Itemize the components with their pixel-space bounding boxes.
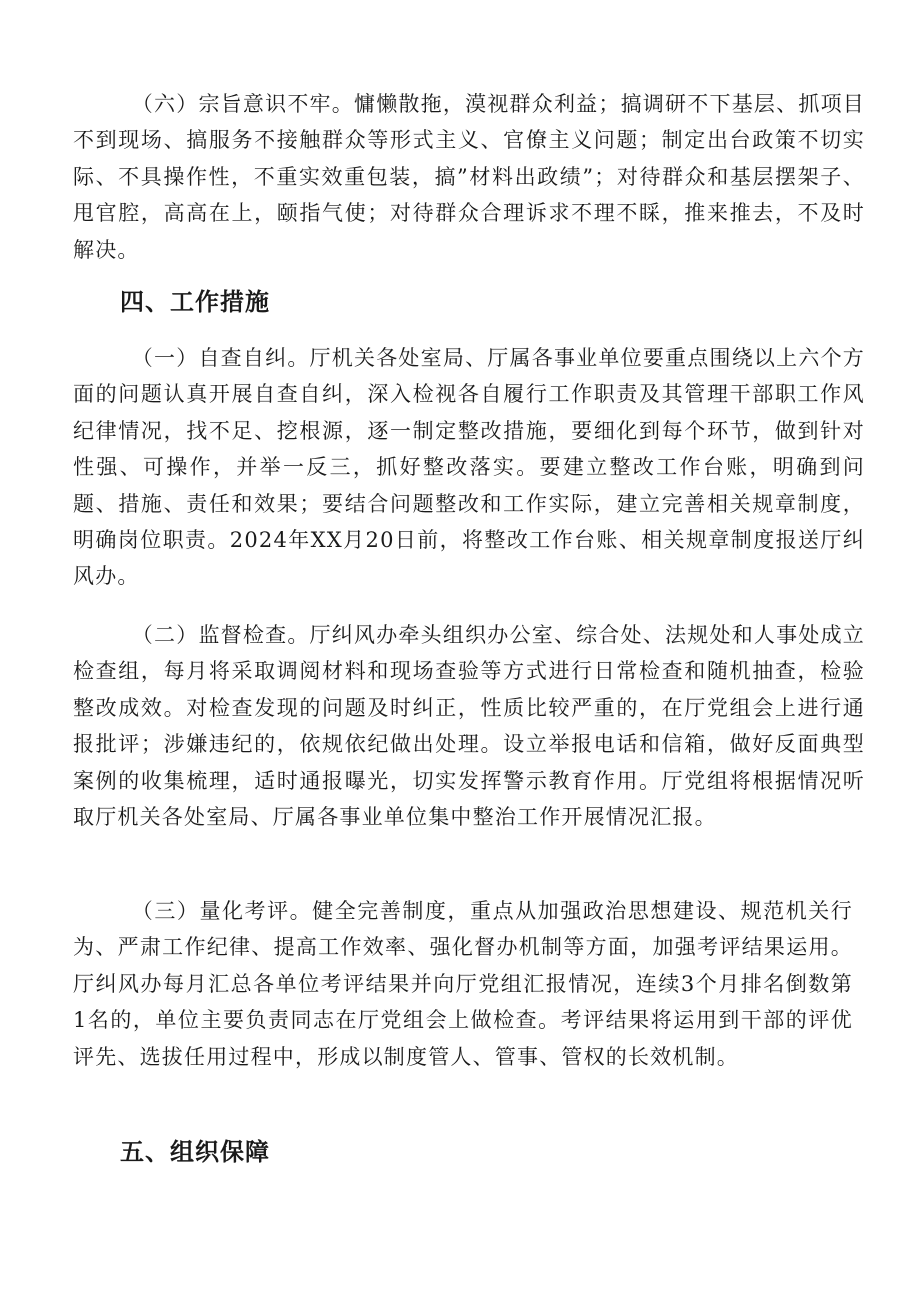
paragraph-item-6: （六）宗旨意识不牢。慵懒散拖，漠视群众利益；搞调研不下基层、抓项目不到现场、搞服务不接触群众等形式主义、官僚主义问题；制定出台政策不切实际、不具操作性，不重实效重包装，搞”材料出政绩”；对待群众和基层摆架子、甩官腔，高高在上，颐指气使；对待群众合理诉求不理不睬，推来推去，不及时解决。	[73, 92, 865, 262]
paragraph-measure-2: （二）监督检查。厅纠风办牵头组织办公室、综合处、法规处和人事处成立检查组，每月将采取调阅材料和现场查验等方式进行日常检查和随机抽查，检验整改成效。对检查发现的问题及时纠正，性质比较严重的，在厅党组会上进行通报批评；涉嫌违纪的，依规依纪做出处理。设立举报电话和信箱，做好反面典型案例的收集梳理，适时通报曝光，切实发挥警示教育作用。厅党组将根据情况听取厅机关各处室局、厅属各事业单位集中整治工作开展情况汇报。	[73, 623, 865, 830]
paragraph-measure-3: （三）量化考评。健全完善制度，重点从加强政治思想建设、规范机关行为、严肃工作纪律、提高工作效率、强化督办机制等方面，加强考评结果运用。厅纠风办每月汇总各单位考评结果并向厅党组汇报情况，连续3个月排名倒数第1名的，单位主要负责同志在厅党组会上做检查。考评结果将运用到干部的评优评先、选拔任用过程中，形成以制度管人、管事、管权的长效机制。	[73, 899, 853, 1069]
paragraph-measure-1: （一）自查自纠。厅机关各处室局、厅属各事业单位要重点围绕以上六个方面的问题认真开展自查自纠，深入检视各自履行工作职责及其管理干部职工作风纪律情况，找不足、挖根源，逐一制定整改措施，要细化到每个环节，做到针对性强、可操作，并举一反三，抓好整改落实。要建立整改工作台账，明确到问题、措施、责任和效果；要结合问题整改和工作实际，建立完善相关规章制度，明确岗位职责。2024年XX月20日前，将整改工作台账、相关规章制度报送厅纠风办。	[73, 346, 865, 589]
section-heading-organization: 五、组织保障	[120, 1138, 270, 1166]
section-heading-work-measures: 四、工作措施	[120, 288, 270, 316]
